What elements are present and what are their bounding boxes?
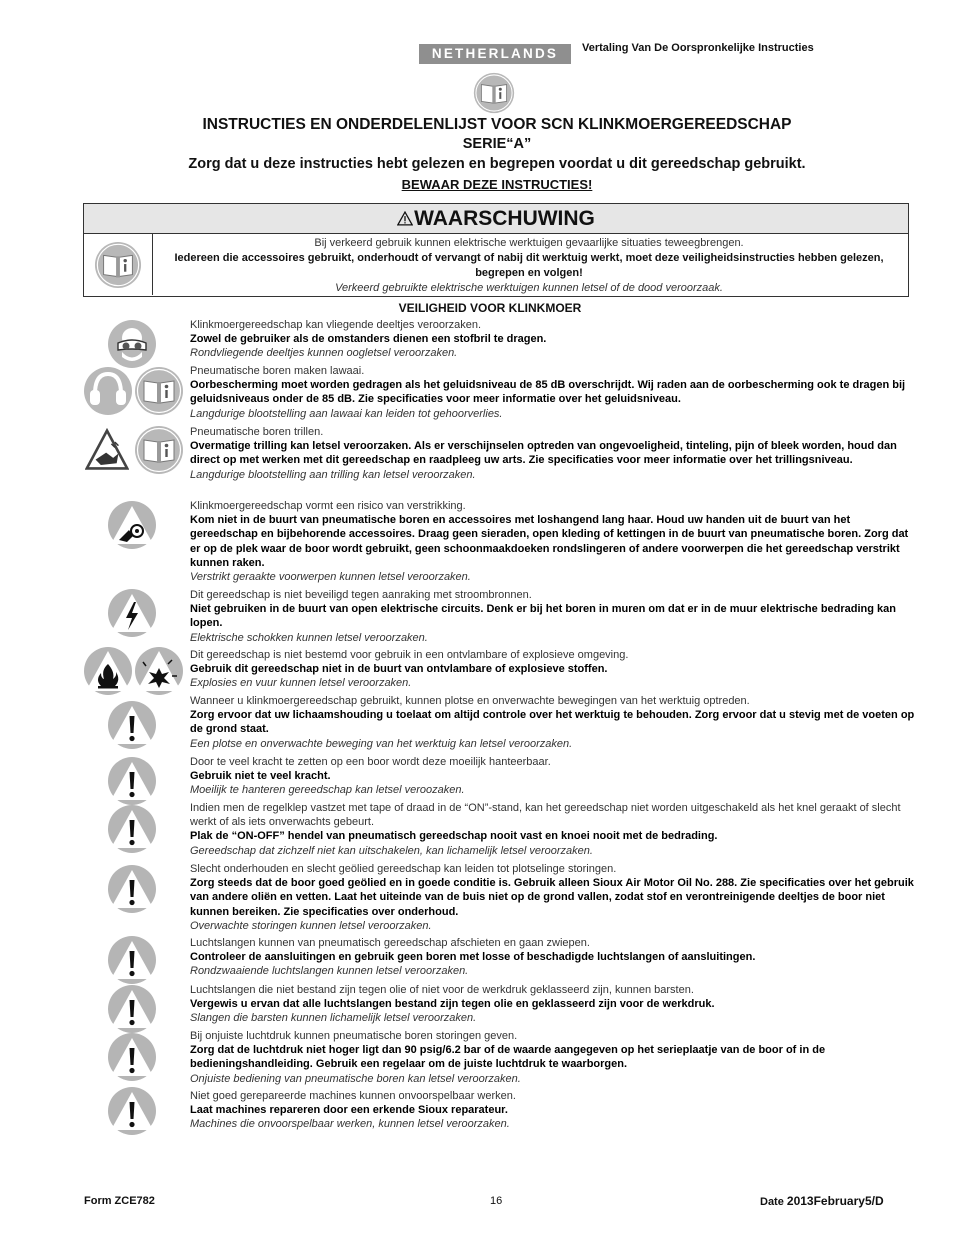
general-warning-icon bbox=[107, 1086, 157, 1136]
safety-item: Dit gereedschap is niet beveiligd tegen aanraking met stroombronnen. Niet gebruiken in de buurt van open elektrische circuits. Denk er bij het boren in muren om dat er in de muur elektrische bedrading kan lopen. Elektrische schokken kunnen letsel veroorzaken. bbox=[190, 589, 896, 644]
warning-header bbox=[84, 204, 908, 234]
general-warning-icon bbox=[107, 1032, 157, 1082]
page-number: 16 bbox=[490, 1195, 503, 1207]
read-instructions-note: Zorg dat u deze instructies hebt gelezen en begrepen voordat u dit gereedschap gebruikt. bbox=[188, 156, 806, 172]
form-number: Form ZCE782 bbox=[84, 1195, 155, 1207]
read-manual-icon bbox=[134, 425, 184, 475]
read-manual-icon bbox=[473, 72, 515, 114]
fire-hazard-icon bbox=[83, 646, 133, 696]
country-band: NETHERLANDS bbox=[419, 44, 571, 64]
safety-item: Pneumatische boren maken lawaai. Oorbescherming moet worden gedragen als het geluidsniveau de 85 dB overschrijdt. Wij raden aan de oorbescherming ook te dragen bij geluidsniveaus onder de 85 dB. Zie specificaties voor meer informatie over het geluidsniveau. Langdurige blootstelling aan lawaai kan leiden tot gehoorverlies. bbox=[190, 365, 906, 420]
safety-item: Door te veel kracht te zetten op een boor wordt deze moeilijk hanteerbaar. Gebruik niet te veel kracht. Moeilijk te hanteren gereedschap kan letsel veroozaken. bbox=[190, 756, 551, 797]
read-manual-icon bbox=[94, 241, 142, 289]
main-title: INSTRUCTIES EN ONDERDELENLIJST VOOR SCN KLINKMOERGEREEDSCHAP bbox=[202, 116, 792, 133]
general-warning-icon bbox=[107, 935, 157, 985]
warning-bold: Iedereen die accessoires gebruikt, onderhoudt of vervangt of nabij dit werktuig werkt, moet deze veiligheidsinstructies hebben gelezen, begrepen en volgen! bbox=[174, 252, 884, 279]
title-block bbox=[120, 115, 874, 194]
safety-item: Pneumatische boren trillen. Overmatige trilling kan letsel veroorzaken. Als er verschijnselen optreden van ongevoeligheid, tinteling, pijn of bleek worden, houd dan direct op met werken met dit gereedschap en raadpleeg uw arts. Zie specificaties voor meer informatie over het trillingsniveau. Langdurige blootstelling aan trilling kan letsel veroorzaken. bbox=[190, 426, 897, 481]
safety-item: Luchtslangen die niet bestand zijn tegen olie of niet voor de werkdruk geklasseerd zijn, kunnen barsten. Vergewis u ervan dat alle luchtslangen bestand zijn tegen olie en geklasseerd zijn voor de werkdruk. Slangen die barsten kunnen lichamelijk letsel veroorzaken. bbox=[190, 984, 715, 1025]
general-warning-icon bbox=[107, 984, 157, 1034]
safety-item: Klinkmoergereedschap vormt een risico van verstrikking. Kom niet in de buurt van pneumatische boren en accessoires met loshangend lang haar. Houd uw handen uit de buurt van het gereedschap en bijbehorende accessoires. Draag geen sieraden, open kleding of kettingen in de buurt van pneumatische boren. Zorg dat er op de plek waar de boor wordt gebruikt, geen schoonmaakdoeken rondslingeren of andere voorwerpen die het gereedschap verstrikt kunnen raken. Verstrikt geraakte voorwerpen kunnen letsel veroorzaken. bbox=[190, 500, 909, 584]
section-title: VEILIGHEID VOOR KLINKMOER bbox=[398, 301, 582, 315]
warning-triangle-icon bbox=[397, 211, 413, 226]
explosion-hazard-icon bbox=[134, 646, 184, 696]
series-title: SERIE“A” bbox=[462, 136, 532, 152]
warning-heading: WAARSCHUWING bbox=[414, 207, 595, 230]
safety-item: Wanneer u klinkmoergereedschap gebruikt, kunnen plotse en onverwachte bewegingen van het werktuig optreden. Zorg ervoor dat uw lichaamshouding u toelaat om altijd controle over het werktuig te behouden. Zorg ervoor dat u stevig met de voeten op de grond staat. Een plotse en onverwachte beweging van het werktuig kan letsel veroorzaken. bbox=[190, 695, 915, 750]
warning-consequence: Verkeerd gebruikte elektrische werktuigen kunnen letsel of de dood veroorzaak. bbox=[335, 282, 723, 294]
read-manual-icon bbox=[134, 366, 184, 416]
general-warning-icon bbox=[107, 804, 157, 854]
translation-note: Vertaling Van De Oorspronkelijke Instructies bbox=[582, 42, 814, 54]
date-label: Date bbox=[760, 1196, 787, 1208]
safety-item: Niet goed gerepareerde machines kunnen onvoorspelbaar werken. Laat machines repareren door een erkende Sioux reparateur. Machines die onvoorspelbaar werken, kunnen letsel veroorzaken. bbox=[190, 1090, 516, 1131]
safety-goggles-icon bbox=[107, 319, 157, 369]
safety-item: Dit gereedschap is niet bestemd voor gebruik in een ontvlambare of explosieve omgeving. Gebruik dit gereedschap niet in de buurt van ontvlambare of explosieve stoffen. Explosies en vuur kunnen letsel veroorzaken. bbox=[190, 649, 629, 690]
keep-instructions-note: BEWAAR DEZE INSTRUCTIES! bbox=[401, 177, 593, 192]
electric-shock-icon bbox=[107, 588, 157, 638]
revision-date bbox=[760, 1194, 884, 1208]
safety-item: Bij onjuiste luchtdruk kunnen pneumatische boren storingen geven. Zorg dat de luchtdruk niet hoger ligt dan 90 psig/6.2 bar of de waarde aangegeven op het serieplaatje van de boor of in de bedieningshandleiding. Gebruik een regelaar om de juiste luchtdruk te waarborgen. Onjuiste bediening van pneumatische boren kan letsel veroorzaken. bbox=[190, 1030, 826, 1085]
general-warning-icon bbox=[107, 756, 157, 806]
warning-text bbox=[154, 236, 904, 296]
safety-item: Indien men de regelklep vastzet met tape of draad in de “ON”-stand, kan het gereedschap niet worden uitgeschakeld als het knel geraakt of slecht werkt of als iets onverwachts gebeurt. Plak de “ON-OFF” hendel van pneumatisch gereedschap nooit vast en knoei nooit met de bedrading. Gereedschap dat zichzelf niet kan uitschakelen, kan lichamelijk letsel veroorzaken. bbox=[190, 802, 901, 857]
warning-icon-cell bbox=[84, 233, 153, 295]
safety-item: Luchtslangen kunnen van pneumatisch gereedschap afschieten en gaan zwiepen. Controleer de aansluitingen en gebruik geen boren met losse of beschadigde luchtslangen of aansluitingen. Rondzwaaiende luchtslangen kunnen letsel veroorzaken. bbox=[190, 937, 756, 978]
vibration-hazard-icon bbox=[83, 428, 131, 472]
general-warning-icon bbox=[107, 864, 157, 914]
date-value: 2013February5/D bbox=[786, 1194, 884, 1208]
safety-item: Slecht onderhouden en slecht geölied gereedschap kan leiden tot plotselinge storingen. Zorg steeds dat de boor goed geölied en in goede conditie is. Gebruik alleen Sioux Air Motor Oil No. 288. Zie specificaties over het gebruik van andere oliën en vetten. Laat het uiteinde van de buis niet op de grond vallen, zodat stof en verontreinigende deeltjes de boor niet kunnen bereiken. Zie specificaties over onderhoud. Overwachte storingen kunnen letsel veroorzaken. bbox=[190, 863, 914, 932]
general-warning-icon bbox=[107, 700, 157, 750]
entanglement-hazard-icon bbox=[107, 500, 157, 550]
ear-protection-icon bbox=[83, 366, 133, 416]
warning-intro: Bij verkeerd gebruik kunnen elektrische werktuigen gevaarlijke situaties teweegbrengen. bbox=[314, 237, 744, 249]
safety-item: Klinkmoergereedschap kan vliegende deeltjes veroorzaken. Zowel de gebruiker als de omstanders dienen een stofbril te dragen. Rondvliegende deeltjes kunnen oogletsel veroorzaken. bbox=[190, 319, 547, 360]
warning-box bbox=[83, 203, 909, 297]
